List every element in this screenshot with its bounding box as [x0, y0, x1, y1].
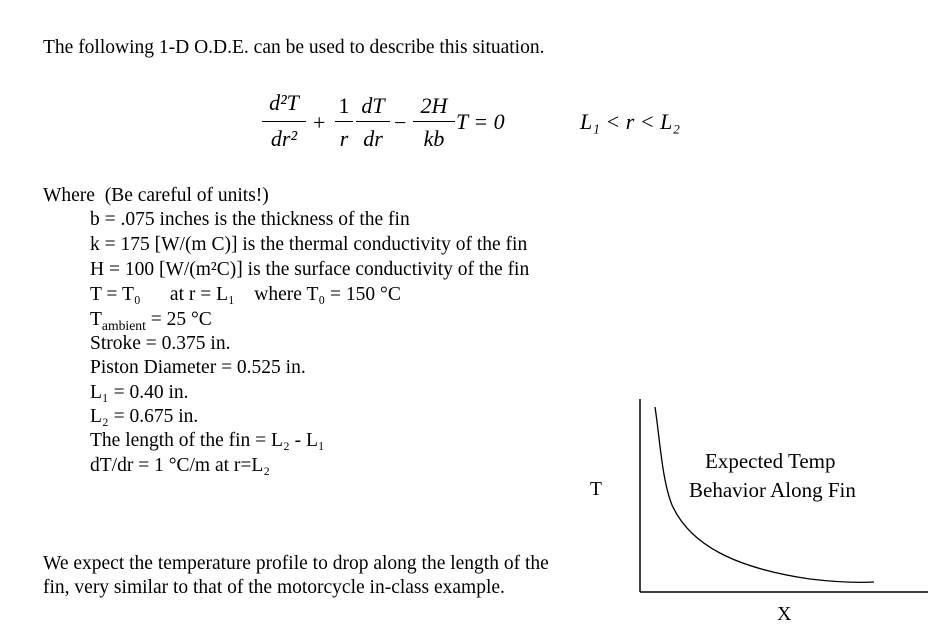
conclusion-line-2: fin, very similar to that of the motorcycle in-class example.	[43, 577, 505, 598]
tambient-subscript: ambient	[101, 317, 146, 333]
domain-condition: L₁ < r < L₂	[580, 109, 681, 134]
equation-tail: T = 0	[456, 109, 505, 134]
list-item: T = T₀ at r = L₁ where T₀ = 150 °C	[90, 284, 401, 305]
tambient-base: T	[90, 309, 102, 330]
list-item: dT/dr = 1 °C/m at r=L₂	[90, 455, 271, 476]
term1-numerator: d²T	[269, 90, 299, 115]
graph-x-label: X	[777, 603, 792, 625]
list-item: Piston Diameter = 0.525 in.	[90, 357, 306, 378]
term1-denominator: dr²	[270, 126, 298, 151]
conclusion-line-1: We expect the temperature profile to drop along the length of the	[43, 553, 549, 574]
plus-sign: +	[313, 110, 326, 135]
list-item: k = 175 [W/(m C)] is the thermal conductivity of the fin	[90, 234, 528, 255]
term2b-denominator: dr	[363, 126, 383, 151]
where-heading: Where (Be careful of units!)	[43, 185, 269, 206]
list-item: Stroke = 0.375 in.	[90, 333, 231, 354]
term2a-denominator: r	[339, 126, 349, 151]
list-item: L₂ = 0.675 in.	[90, 406, 199, 427]
term2a-numerator: 1	[338, 93, 350, 118]
intro-text: The following 1-D O.D.E. can be used to describe this situation.	[43, 37, 545, 58]
list-item: b = .075 inches is the thickness of the fin	[90, 209, 410, 230]
graph-caption-line-2: Behavior Along Fin	[689, 478, 856, 502]
term3-denominator: kb	[423, 126, 445, 151]
term3-numerator: 2H	[420, 93, 448, 118]
list-item: The length of the fin = L₂ - L₁	[90, 430, 325, 451]
term2b-numerator: dT	[361, 93, 385, 118]
list-item: L₁ = 0.40 in.	[90, 382, 189, 403]
tambient-value: = 25 °C	[145, 309, 212, 330]
minus-sign: −	[394, 110, 407, 135]
list-item: H = 100 [W/(m²C)] is the surface conductivity of the fin	[90, 259, 530, 280]
graph-y-label: T	[590, 479, 602, 500]
graph-caption-line-1: Expected Temp	[705, 449, 836, 473]
